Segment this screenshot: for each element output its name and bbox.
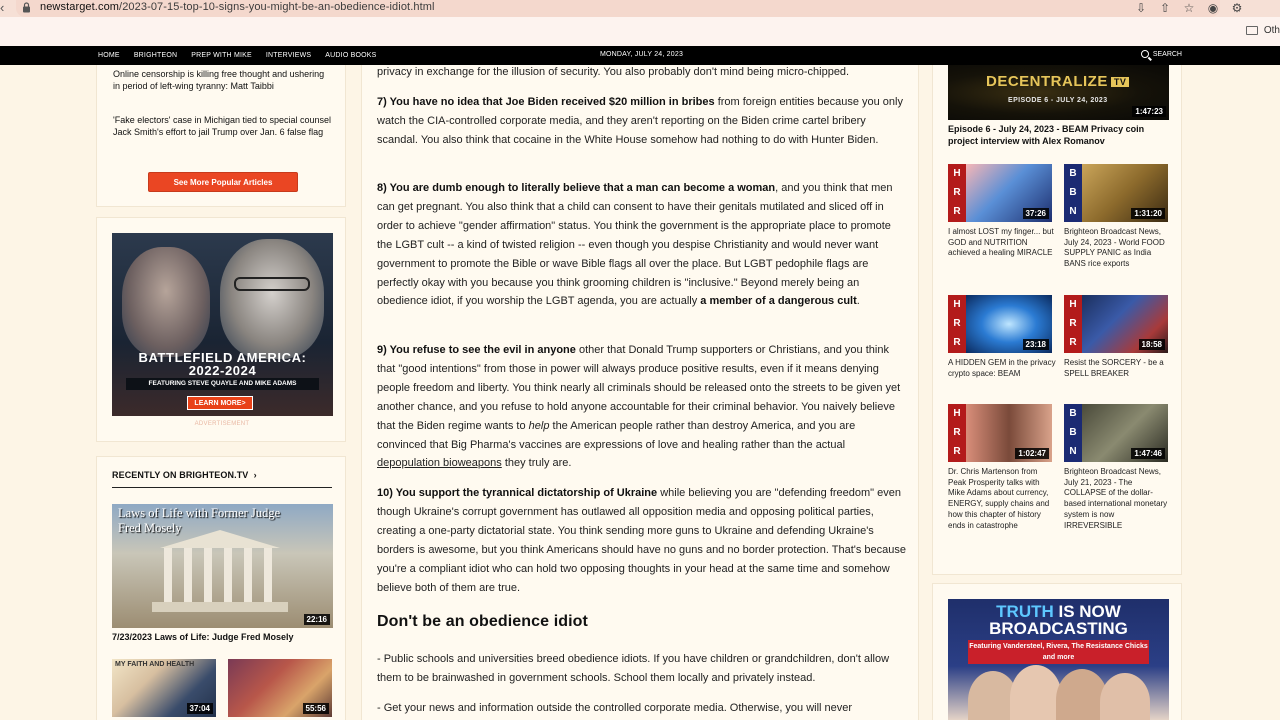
toolbar-icons bbox=[1134, 1, 1244, 15]
video-duration: 18:58 bbox=[1139, 339, 1165, 350]
address-bar[interactable] bbox=[16, 0, 1220, 17]
video-duration: 23:18 bbox=[1023, 339, 1049, 350]
decentralize-tv-logo: DECENTRALIZE TV bbox=[986, 73, 1129, 90]
battlefield-america-ad[interactable] bbox=[112, 233, 333, 416]
video-duration: 1:31:20 bbox=[1131, 208, 1165, 219]
extension-icon[interactable]: ◉ bbox=[1207, 1, 1219, 15]
share-icon[interactable]: ⇧ bbox=[1159, 1, 1171, 15]
video-thumbnail[interactable] bbox=[112, 659, 216, 717]
video-duration: 22:16 bbox=[304, 614, 330, 625]
chevron-right-icon: › bbox=[253, 470, 257, 480]
ad-glasses bbox=[234, 277, 310, 291]
hrr-logo: H R R bbox=[948, 295, 966, 353]
video-duration: 55:56 bbox=[303, 703, 329, 714]
article-paragraph: 9) You refuse to see the evil in anyone other that Donald Trump supporters or Christians, and you think that "good intentions" from those in power will always produce positive results, even if it means denying people freedom and liberty. You think nearly all criminals should be released onto the streets to be given yet another chance, and you refuse to hold anyone accountable for their criminal behavior. You naively believe that the Biden regime wants to help the American people rather than destroy America, and you are convinced that Big Pharma's vaccines are expressions of love and healing rather than the actual depopulation bioweapons they truly are. bbox=[377, 344, 901, 470]
banner-portrait bbox=[1010, 665, 1062, 720]
popular-article-link[interactable]: 'Fake electors' case in Michigan tied to special counsel Jack Smith's effort to jail Trump over Jan. 6 false flag bbox=[113, 115, 332, 137]
ad-label: ADVERTISEMENT bbox=[194, 421, 250, 427]
video-duration: 37:26 bbox=[1023, 208, 1049, 219]
column bbox=[184, 548, 192, 602]
popular-articles bbox=[96, 65, 346, 207]
video-duration: 37:04 bbox=[187, 703, 213, 714]
bookmarks-bar bbox=[0, 17, 1280, 46]
advertisement-card bbox=[96, 217, 346, 442]
bookmark-star-icon[interactable]: ☆ bbox=[1183, 1, 1195, 15]
ad-featuring: FEATURING STEVE QUAYLE AND MIKE ADAMS bbox=[126, 378, 319, 390]
video-duration: 1:02:47 bbox=[1015, 448, 1049, 459]
article-body bbox=[361, 65, 919, 720]
video-thumbnail[interactable] bbox=[948, 295, 1052, 353]
video-thumbnail[interactable] bbox=[948, 164, 1052, 222]
depopulation-bioweapons-link[interactable]: depopulation bioweapons bbox=[377, 457, 502, 470]
video-title-link[interactable]: Dr. Chris Martenson from Peak Prosperity talks with Mike Adams about currency, ENERGY, supply chains and how this chapter of history ends in catastrophe bbox=[948, 467, 1050, 530]
folder-icon bbox=[1246, 26, 1258, 35]
broadcast-banner-card bbox=[932, 583, 1182, 720]
url-text[interactable]: newstarget.com/2023-07-15-top-10-signs-you-might-be-an-obedience-idiot.html bbox=[40, 1, 435, 13]
column bbox=[164, 548, 172, 602]
truth-broadcasting-banner[interactable] bbox=[948, 599, 1169, 720]
video-thumbnail[interactable] bbox=[228, 659, 332, 717]
video-thumbnail[interactable] bbox=[1064, 404, 1168, 462]
video-duration: 1:47:23 bbox=[1132, 106, 1166, 117]
thumbnail-label: MY FAITH AND HEALTH bbox=[115, 661, 195, 668]
video-title-link[interactable]: Brighteon Broadcast News, July 24, 2023 - World FOOD SUPPLY PANIC as India BANS rice exports bbox=[1064, 227, 1165, 269]
video-thumbnail[interactable] bbox=[948, 404, 1052, 462]
article-paragraph: 10) You support the tyrannical dictatorship of Ukraine while believing you are "defending freedom" even though Ukraine's corrupt government has outlawed all opposition media and opposing political parties, creating a one-party dictatorial state. You think sending more guns to Ukraine and defending Ukraine's borders is awesome, but you think Americans should have no guns and no border protection. That's because you're a compliant idiot who can hold two opposing thoughts in your head at the same time and somehow believe both of them are true. bbox=[377, 487, 906, 594]
video-title-link[interactable]: Resist the SORCERY - be a SPELL BREAKER bbox=[1064, 358, 1164, 378]
install-icon[interactable]: ⇩ bbox=[1135, 1, 1147, 15]
bbn-logo: B B N bbox=[1064, 404, 1082, 462]
other-bookmarks[interactable]: Oth bbox=[1246, 25, 1280, 36]
episode-label: EPISODE 6 - JULY 24, 2023 bbox=[1008, 97, 1108, 104]
current-date: MONDAY, JULY 24, 2023 bbox=[600, 51, 684, 58]
video-title-link[interactable]: A HIDDEN GEM in the privacy crypto space: BEAM bbox=[948, 358, 1056, 378]
hrr-logo: H R R bbox=[948, 164, 966, 222]
video-thumbnail[interactable] bbox=[1064, 295, 1168, 353]
nav-brighteon[interactable]: BRIGHTEON bbox=[133, 52, 178, 59]
learn-more-button[interactable]: LEARN MORE> bbox=[187, 396, 253, 410]
ad-title: BATTLEFIELD AMERICA: 2022-2024 bbox=[138, 350, 307, 378]
search-button[interactable]: SEARCH bbox=[1141, 50, 1182, 58]
site-info-icon[interactable] bbox=[22, 2, 31, 13]
article-paragraph: 7) You have no idea that Joe Biden received $20 million in bribes from foreign entities because you only watch the CIA-controlled corporate media, and they aren't reporting on the Biden crime cartel bribery scandal. You also think that cocaine in the White House somehow had nothing to do with Hunter Biden. bbox=[377, 96, 903, 146]
ad-portrait bbox=[122, 247, 210, 357]
video-title-link[interactable]: Episode 6 - July 24, 2023 - BEAM Privacy coin project interview with Alex Romanov bbox=[948, 124, 1145, 146]
nav-interviews[interactable]: INTERVIEWS bbox=[265, 52, 312, 59]
video-thumbnail[interactable] bbox=[948, 65, 1169, 120]
video-thumbnail[interactable] bbox=[112, 504, 333, 628]
video-title-link[interactable]: I almost LOST my finger... but GOD and NUTRITION achieved a healing MIRACLE bbox=[948, 227, 1054, 258]
brighteon-videos bbox=[932, 65, 1182, 575]
thumbnail-title: Laws of Life with Former Judge Fred Mosely bbox=[118, 506, 281, 535]
banner-portrait bbox=[1100, 673, 1150, 720]
video-thumbnail[interactable] bbox=[1064, 164, 1168, 222]
browser-chrome bbox=[0, 0, 1280, 46]
section-heading: Don't be an obedience idiot bbox=[377, 613, 588, 630]
hrr-logo: H R R bbox=[1064, 295, 1082, 353]
see-more-popular-button[interactable]: See More Popular Articles bbox=[148, 172, 298, 192]
nav-audio-books[interactable]: AUDIO BOOKS bbox=[325, 52, 377, 59]
article-paragraph: privacy in exchange for the illusion of security. You also probably don't mind being micro-chipped. bbox=[377, 66, 850, 78]
recently-on-brighteon bbox=[96, 456, 346, 720]
article-paragraph: - Public schools and universities breed obedience idiots. If you have children or grandchildren, don't allow them to be brainwashed in government schools. School them locally and privately instead. bbox=[377, 653, 890, 684]
column bbox=[264, 548, 272, 602]
article-paragraph: 8) You are dumb enough to literally believe that a man can become a woman, and you think that men can get pregnant. You also think that a child can consent to have their genitals mutilated and sliced off in order to achieve "gender affirmation" status. You think the government is the appropriate place to promote the LGBT cult -- a kind of twisted religion -- even though you despise Christianity and would never want government to promote the Bible or wave Bible flags all over the place. But LGBT pedophile flags are perfectly okay with you because you think grooming children is "inclusive." Beyond merely being an obedience idiot, if you worship the LGBT agenda, you are actually a member of a dangerous cult. bbox=[377, 182, 893, 308]
column bbox=[204, 548, 212, 602]
reload-icon[interactable]: ‹ bbox=[0, 0, 5, 15]
banner-title: TRUTH IS NOW bbox=[996, 602, 1121, 621]
popular-article-link[interactable]: Online censorship is killing free thought and ushering in period of left-wing tyranny: Matt Taibbi bbox=[113, 69, 325, 91]
courthouse-steps bbox=[152, 602, 288, 612]
nav-home[interactable]: HOME bbox=[98, 52, 120, 59]
video-title-link[interactable]: Brighteon Broadcast News, July 21, 2023 - The COLLAPSE of the dollar-based international monetary system is now IRREVERSIBLE bbox=[1064, 467, 1168, 530]
column bbox=[224, 548, 232, 602]
banner-title: BROADCASTING bbox=[989, 619, 1128, 638]
hrr-logo: H R R bbox=[948, 404, 966, 462]
ad-portrait bbox=[220, 239, 324, 359]
video-duration: 1:47:46 bbox=[1131, 448, 1165, 459]
search-icon bbox=[1141, 50, 1149, 58]
article-paragraph: - Get your news and information outside the controlled corporate media. Otherwise, you will never bbox=[377, 702, 853, 714]
nav-prep-with-mike[interactable]: PREP WITH MIKE bbox=[191, 52, 252, 59]
video-title-link[interactable]: 7/23/2023 Laws of Life: Judge Fred Mosely bbox=[112, 632, 294, 642]
recent-heading[interactable]: RECENTLY ON BRIGHTEON.TV › bbox=[112, 470, 257, 480]
bbn-logo: B B N bbox=[1064, 164, 1082, 222]
column bbox=[244, 548, 252, 602]
nav-links bbox=[98, 46, 377, 65]
puzzle-icon[interactable]: ⚙ bbox=[1231, 1, 1243, 15]
divider bbox=[112, 487, 332, 488]
banner-subtitle: Featuring Vandersteel, Rivera, The Resistance Chicks and more bbox=[968, 640, 1149, 664]
